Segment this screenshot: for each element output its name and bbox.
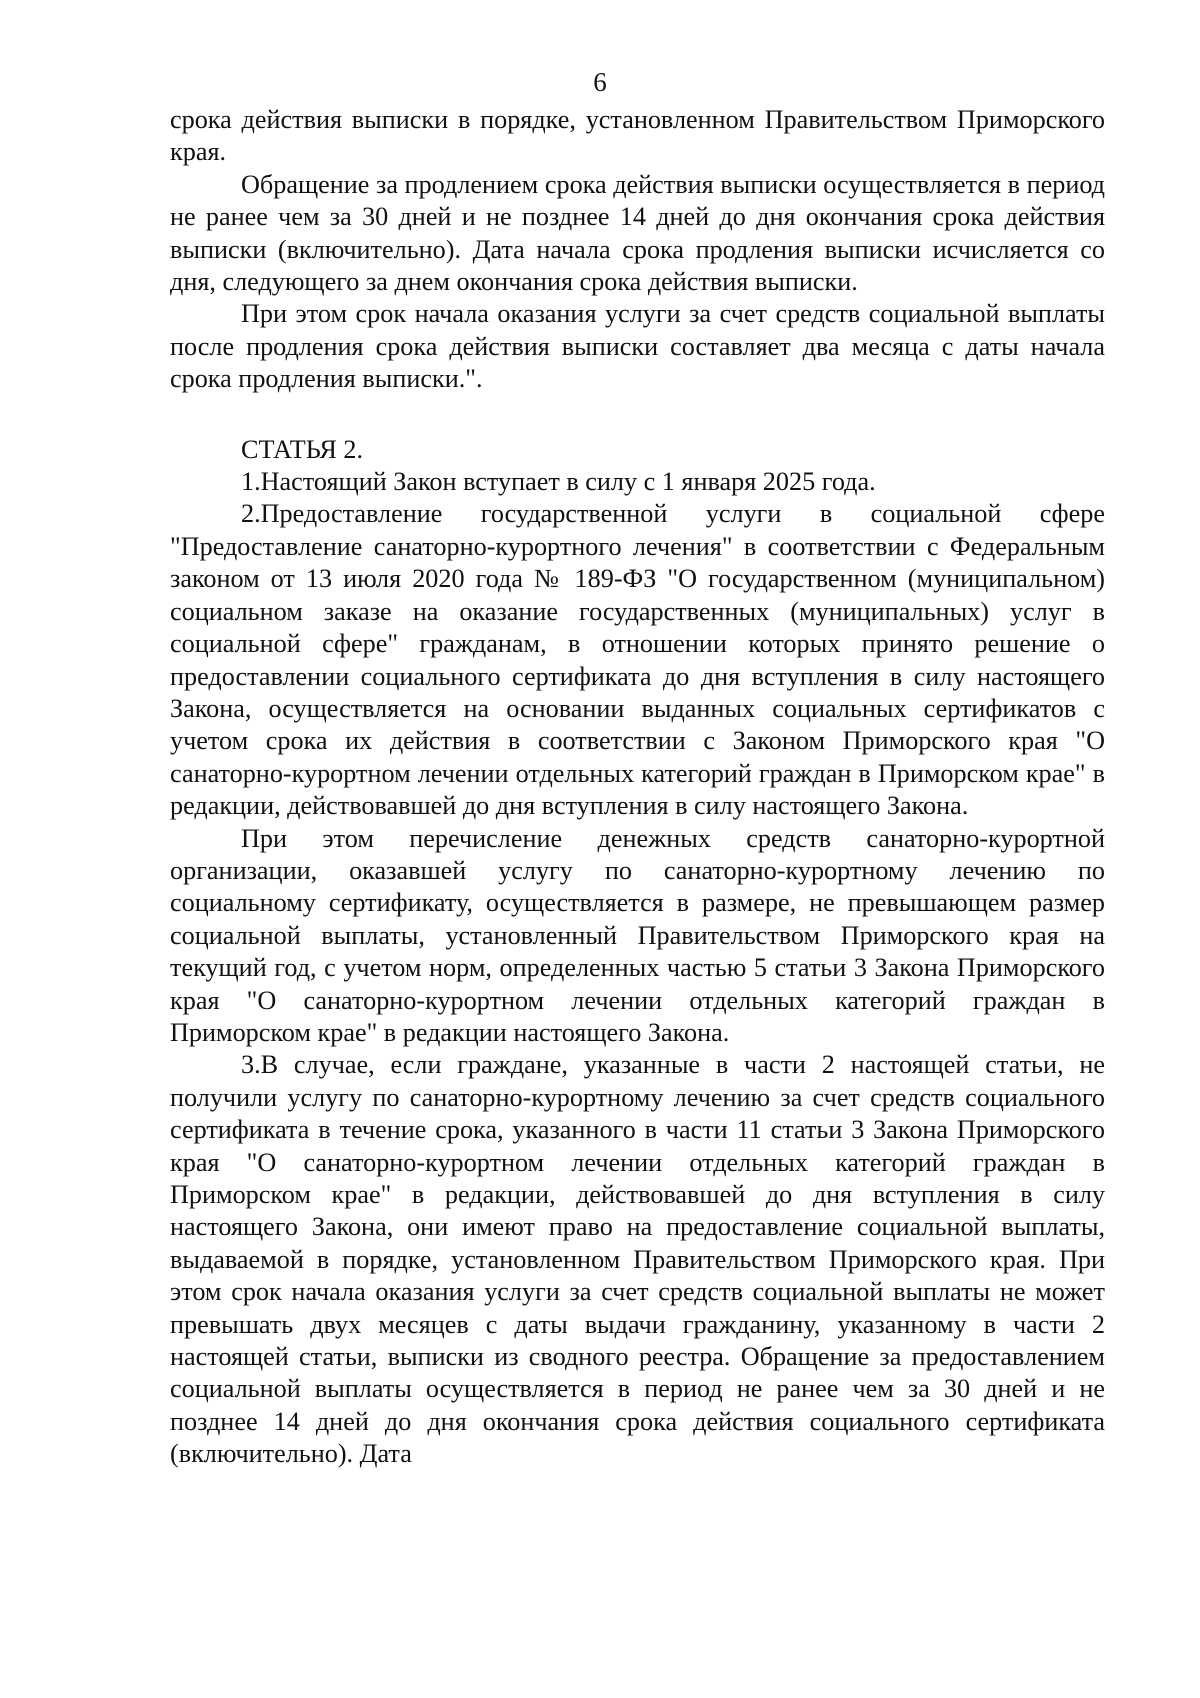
paragraph-extension-request: Обращение за продлением срока действия выписки осуществляется в период не ранее чем за 30 дней и не позднее 14 дней до дня окончания срока действия выписки (включительно). Дата начала срока продления выписки исчисляется со дня, следующего за днем окончания срока действия выписки. [170, 169, 1105, 297]
paragraph-clause-3: 3.В случае, если граждане, указанные в части 2 настоящей статьи, не получили услугу по санаторно-курортному лечению за счет средств социального сертификата в течение срока, указанного в части 11 статьи 3 Закона Приморского края "О санаторно-курортном лечении отдельных категорий граждан в Приморском крае" в редакции, действовавшей до дня вступления в силу настоящего Закона, они имеют право на предоставление социальной выплаты, выдаваемой в порядке, установленном Правительством Приморского края. При этом срок начала оказания услуги за счет средств социальной выплаты не может превышать двух месяцев с даты выдачи гражданину, указанному в части 2 настоящей статьи, выписки из сводного реестра. Обращение за предоставлением социальной выплаты осуществляется в период не ранее чем за 30 дней и не позднее 14 дней до дня окончания срока действия социального сертификата (включительно). Дата [170, 1050, 1105, 1469]
paragraph-funds-transfer: При этом перечисление денежных средств санаторно-курортной организации, оказавшей услугу по санаторно-курортному лечению по социальному сертификату, осуществляется в размере, не превышающем размер социальной выплаты, установленный Правительством Приморского края на текущий год, с учетом норм, определенных частью 5 статьи 3 Закона Приморского края "О санаторно-курортном лечении отдельных категорий граждан в Приморском крае" в редакции настоящего Закона. [170, 823, 1105, 1047]
article-heading: СТАТЬЯ 2. [241, 434, 364, 464]
document-body [170, 104, 1105, 1471]
paragraph-clause-1: 1.Настоящий Закон вступает в силу с 1 января 2025 года. [241, 467, 876, 497]
paragraph-service-start: При этом срок начала оказания услуги за счет средств социальной выплаты после продления срока действия выписки составляет два месяца с даты начала срока продления выписки.". [170, 299, 1105, 394]
page-number: 6 [593, 67, 607, 97]
paragraph-clause-2: 2.Предоставление государственной услуги в социальной сфере "Предоставление санаторно-курортного лечения" в соответствии с Федеральным законом от 13 июля 2020 года № 189-ФЗ "О государственном (муниципальном) социальном заказе на оказание государственных (муниципальных) услуг в социальной сфере" гражданам, в отношении которых принято решение о предоставлении социального сертификата до дня вступления в силу настоящего Закона, осуществляется на основании выданных социальных сертификатов с учетом срока их действия в соответствии с Законом Приморского края "О санаторно-курортном лечении отдельных категорий граждан в Приморском крае" в редакции, действовавшей до дня вступления в силу настоящего Закона. [170, 499, 1105, 821]
paragraph-continuation: срока действия выписки в порядке, установленном Правительством Приморского края. [170, 105, 1105, 167]
